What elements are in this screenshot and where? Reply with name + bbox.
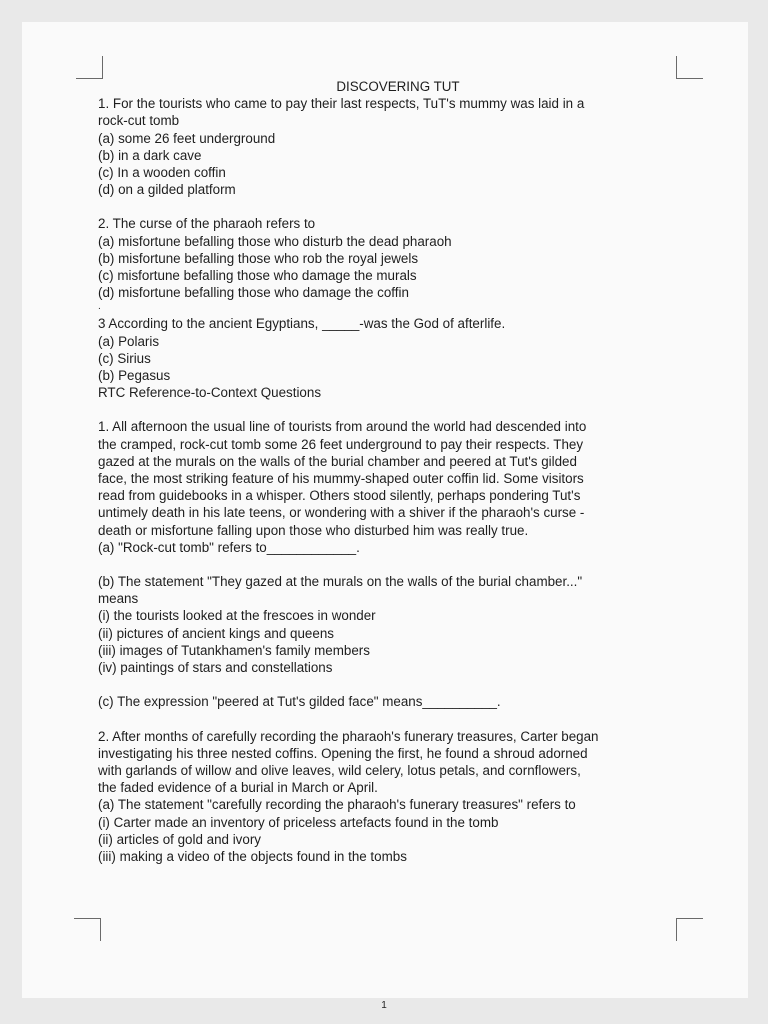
rtc-passage-2: [98, 728, 678, 866]
option-line: (c) In a wooden coffin: [98, 165, 226, 181]
question-line: 1. For the tourists who came to pay their last respects, TuT's mummy was laid in a: [98, 96, 585, 112]
option-line: (iii) making a video of the objects found in the tombs: [98, 848, 407, 864]
passage-line: death or misfortune falling upon those who disturbed him was really true.: [98, 522, 529, 538]
passage-line: with garlands of willow and olive leaves, wild celery, lotus petals, and cornflowers,: [98, 762, 581, 778]
passage-line: 2. After months of carefully recording the pharaoh's funerary treasures, Carter began: [98, 728, 599, 744]
question-line: (c) The expression "peered at Tut's gilded face" means__________.: [98, 694, 501, 710]
passage-line: face, the most striking feature of his mummy-shaped outer coffin lid. Some visitors: [98, 471, 584, 487]
mcq-question-3: [98, 315, 678, 384]
passage-line: untimely death in his late teens, or wondering with a shiver if the pharaoh's curse -: [98, 505, 585, 521]
question-line: (b) The statement "They gazed at the murals on the walls of the burial chamber...": [98, 574, 583, 590]
stray-mark: .: [98, 301, 101, 313]
option-line: (ii) pictures of ancient kings and queens: [98, 625, 334, 641]
passage-line: 1. All afternoon the usual line of tourists from around the world had descended into: [98, 419, 587, 435]
document-title: DISCOVERING TUT: [336, 79, 460, 94]
crop-mark-top-right: [676, 56, 703, 79]
page-number: 1: [381, 1000, 387, 1011]
rtc-question-1b: [98, 573, 678, 676]
passage-line: investigating his three nested coffins. Opening the first, he found a shroud adorned: [98, 745, 588, 761]
crop-mark-top-left: [76, 56, 103, 79]
option-line: (b) Pegasus: [98, 368, 171, 384]
option-line: (a) misfortune befalling those who disturb the dead pharaoh: [98, 233, 452, 249]
option-line: (a) Polaris: [98, 333, 160, 349]
option-line: (d) on a gilded platform: [98, 182, 236, 198]
rtc-question-1c: [98, 693, 678, 710]
option-line: (b) in a dark cave: [98, 147, 202, 163]
passage-line: read from guidebooks in a whisper. Others stood silently, perhaps pondering Tut's: [98, 488, 581, 504]
question-line: (a) "Rock-cut tomb" refers to____________.: [98, 539, 360, 555]
passage-line: the faded evidence of a burial in March or April.: [98, 780, 378, 796]
option-line: (c) misfortune befalling those who damage the murals: [98, 268, 417, 284]
crop-mark-bottom-right: [676, 918, 703, 941]
mcq-question-1: [98, 95, 678, 198]
question-line: (a) The statement "carefully recording the pharaoh's funerary treasures" refers to: [98, 797, 576, 813]
option-line: (ii) articles of gold and ivory: [98, 831, 261, 847]
mcq-question-2: [98, 215, 678, 313]
question-line: rock-cut tomb: [98, 113, 180, 129]
option-line: (iii) images of Tutankhamen's family members: [98, 642, 370, 658]
option-line: (c) Sirius: [98, 350, 151, 366]
question-line: means: [98, 591, 139, 607]
question-line: 2. The curse of the pharaoh refers to: [98, 216, 316, 232]
rtc-passage-1: [98, 418, 678, 556]
option-line: (i) Carter made an inventory of priceless artefacts found in the tomb: [98, 814, 499, 830]
option-line: (i) the tourists looked at the frescoes in wonder: [98, 608, 376, 624]
option-line: (iv) paintings of stars and constellations: [98, 660, 333, 676]
passage-line: gazed at the murals on the walls of the burial chamber and peered at Tut's gilded: [98, 453, 577, 469]
passage-line: the cramped, rock-cut tomb some 26 feet underground to pay their respects. They: [98, 436, 584, 452]
crop-mark-bottom-left: [74, 918, 101, 941]
question-line: 3 According to the ancient Egyptians, _____-was the God of afterlife.: [98, 316, 506, 332]
rtc-heading: RTC Reference-to-Context Questions: [98, 385, 322, 401]
option-line: (b) misfortune befalling those who rob the royal jewels: [98, 250, 419, 266]
option-line: (d) misfortune befalling those who damage the coffin: [98, 285, 409, 301]
option-line: (a) some 26 feet underground: [98, 130, 276, 146]
document-body: [98, 78, 678, 865]
